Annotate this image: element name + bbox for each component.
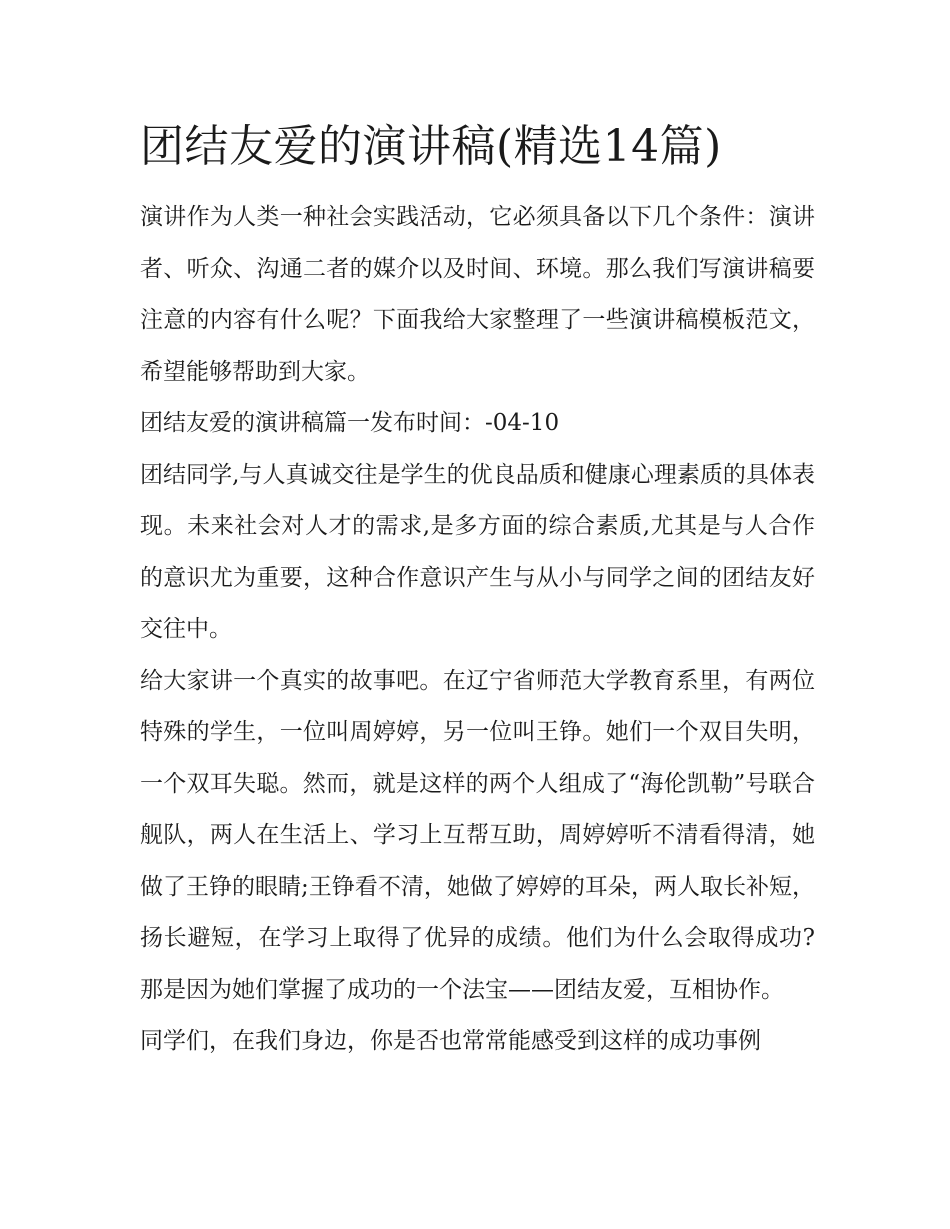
document-page [140,110,815,1068]
body-paragraph: 同学们，在我们身边，你是否也常常能感受到这样的成功事例 [140,1028,761,1054]
body-paragraph: 给大家讲一个真实的故事吧。在辽宁省师范大学教育系里，有两位特殊的学生，一位叫周婷婷，另一位叫王铮。她们一个双目失明，一个双耳失聪。然而，就是这样的两个人组成了“海伦凯勒”号联合舰队，两人在生活上、学习上互帮互助，周婷婷听不清看得清，她做了王铮的眼睛;王铮看不清，她做了婷婷的耳朵，两人取长补短，扬长避短，在学习上取得了优异的成绩。他们为什么会取得成功?那是因为她们掌握了成功的一个法宝——团结友爱，互相协作。 [140,667,815,1003]
intro-paragraph: 演讲作为人类一种社会实践活动，它必须具备以下几个条件：演讲者、听众、沟通二者的媒介以及时间、环境。那么我们写演讲稿要注意的内容有什么呢？下面我给大家整理了一些演讲稿模板范文，希望能够帮助到大家。 [140,204,815,385]
document-title: 团结友爱的演讲稿(精选14篇) [140,121,722,172]
section-heading: 团结友爱的演讲稿篇一发布时间：-04-10 [140,410,560,436]
body-paragraph: 团结同学,与人真诚交往是学生的优良品质和健康心理素质的具体表现。未来社会对人才的需求,是多方面的综合素质,尤其是与人合作的意识尤为重要，这种合作意识产生与从小与同学之间的团结友好交往中。 [140,461,815,642]
